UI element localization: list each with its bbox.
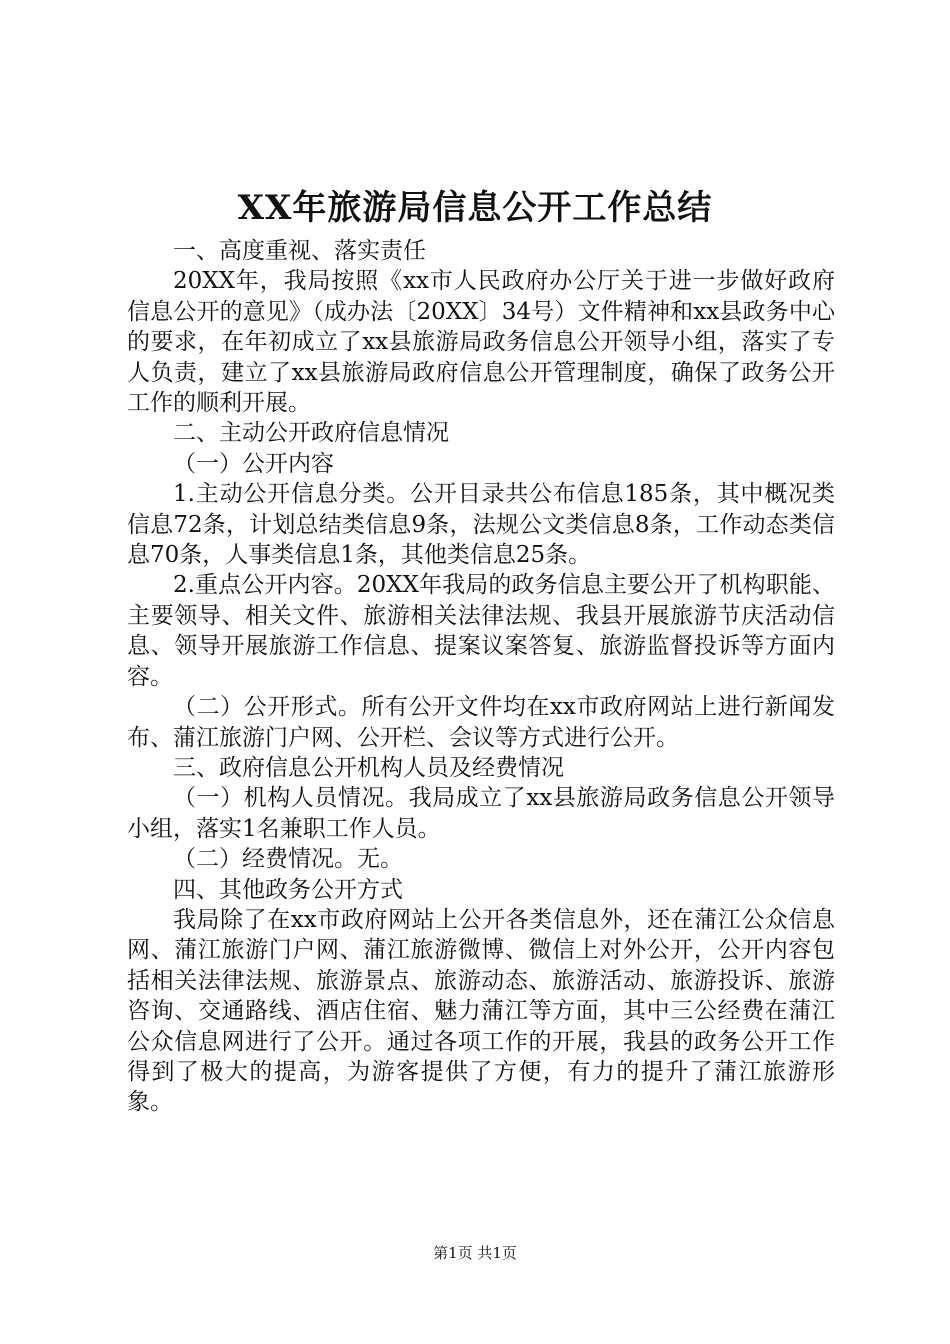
subsection-heading-2-1: （一）公开内容: [173, 450, 334, 477]
paragraph-1: 20XX年，我局按照《xx市人民政府办公厅关于进一步做好政府信息公开的意见》（成办法〔20XX〕34号）文件精神和xx县政务中心的要求，在年初成立了xx县旅游局政务信息公开领导小组，落实了专人负责，建立了xx县旅游局政府信息公开管理制度，确保了政务公开工作的顺利开展。: [127, 268, 835, 417]
document-body: [127, 236, 835, 1118]
paragraph-2-2: （二）公开形式。所有公开文件均在xx市政府网站上进行新闻发布、蒲江旅游门户网、公开栏、会议等方式进行公开。: [127, 694, 835, 751]
section-heading-1: 一、高度重视、落实责任: [173, 238, 426, 264]
section-heading-3: 三、政府信息公开机构人员及经费情况: [173, 754, 564, 781]
paragraph-2-1-1: 1.主动公开信息分类。公开目录共公布信息185条，其中概况类信息72条，计划总结类信息9条，法规公文类信息8条，工作动态类信息70条，人事类信息1条，其他类信息25条。: [127, 481, 835, 569]
section-heading-2: 二、主动公开政府信息情况: [173, 420, 449, 447]
paragraph-2-1-2: 2.重点公开内容。20XX年我局的政务信息主要公开了机构职能、主要领导、相关文件、旅游相关法律法规、我县开展旅游节庆活动信息、领导开展旅游工作信息、提案议案答复、旅游监督投诉等方面内容。: [127, 572, 835, 690]
paragraph-3-2: （二）经费情况。无。: [173, 846, 403, 873]
document-title: XX年旅游局信息公开工作总结: [237, 188, 713, 228]
section-heading-4: 四、其他政务公开方式: [173, 876, 403, 903]
paragraph-4: 我局除了在xx市政府网站上公开各类信息外，还在蒲江公众信息网、蒲江旅游门户网、蒲江旅游微博、微信上对外公开，公开内容包括相关法律法规、旅游景点、旅游动态、旅游活动、旅游投诉、旅游咨询、交通路线、酒店住宿、魅力蒲江等方面，其中三公经费在蒲江公众信息网进行了公开。通过各项工作的开展，我县的政务公开工作得到了极大的提高，为游客提供了方便，有力的提升了蒲江旅游形象。: [127, 906, 835, 1116]
page-footer: 第1页 共1页: [433, 1244, 517, 1262]
paragraph-3-1: （一）机构人员情况。我局成立了xx县旅游局政务信息公开领导小组，落实1名兼职工作人员。: [127, 785, 835, 842]
